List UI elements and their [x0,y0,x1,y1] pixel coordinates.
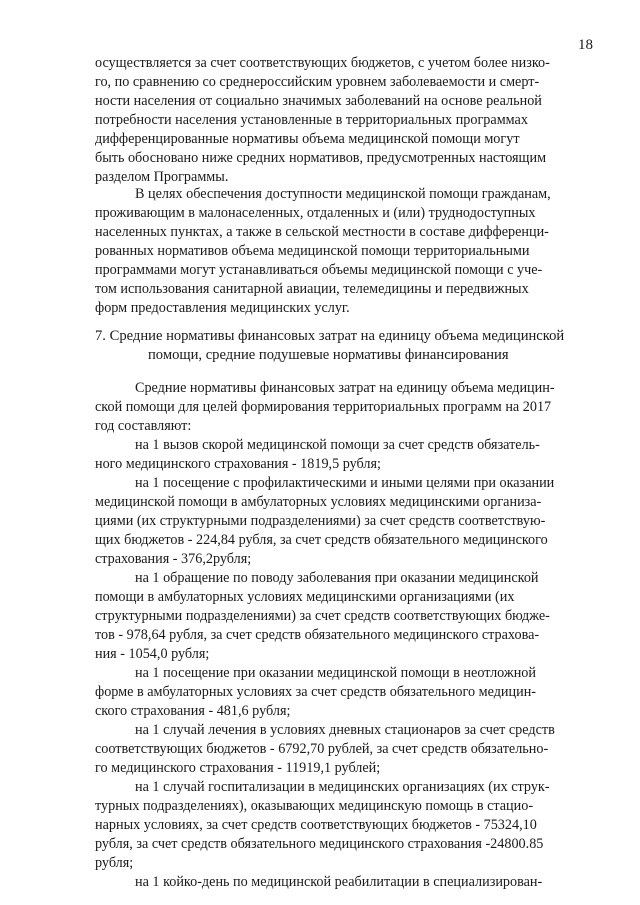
text-line: быть обосновано ниже средних нормативов, предусмотренных настоящим [95,150,547,166]
text-line: Средние нормативы финансовых затрат на единицу объема медицин- [135,380,555,396]
text-line: на 1 посещение с профилактическими и иными целями при оказании [135,475,555,491]
text-line: рубля, за счет средств обязательного медицинского страхования -24800.85 [95,836,544,852]
text-line: го, по сравнению со среднероссийским уровнем заболеваемости и смерт- [95,74,540,90]
text-line: турных подразделениях), оказывающих медицинскую помощь в стацио- [95,798,534,814]
text-line: проживающим в малонаселенных, отдаленных и (или) труднодоступных [95,205,536,221]
text-line: на 1 койко-день по медицинской реабилитации в специализирован- [135,874,543,890]
text-line: потребности населения установленные в территориальных программах [95,112,528,128]
text-line: В целях обеспечения доступности медицинской помощи гражданам, [135,186,551,202]
text-line: ного медицинского страхования - 1819,5 рубля; [95,456,381,472]
text-line: дифференцированные нормативы объема медицинской помощи могут [95,131,520,147]
text-line: на 1 вызов скорой медицинской помощи за счет средств обязатель- [135,437,540,453]
text-line: на 1 случай лечения в условиях дневных стационаров за счет средств [135,722,555,738]
text-line: тов - 978,64 рубля, за счет средств обязательного медицинского страхова- [95,627,540,643]
text-line: ской помощи для целей формирования территориальных программ на 2017 [95,399,552,415]
text-line: на 1 посещение при оказании медицинской помощи в неотложной [135,665,536,681]
text-line: программами могут устанавливаться объемы медицинской помощи с уче- [95,262,543,278]
heading-line: помощи, средние подушевые нормативы финансирования [148,347,509,363]
page-number: 18 [578,37,593,53]
text-line: разделом Программы. [95,169,229,185]
text-line: на 1 обращение по поводу заболевания при оказании медицинской [135,570,539,586]
text-line: циями (их структурными подразделениями) за счет средств соответствую- [95,513,546,529]
text-line: щих бюджетов - 224,84 рубля, за счет средств обязательного медицинского [95,532,548,548]
text-line: форме в амбулаторных условиях за счет средств обязательного медицин- [95,684,537,700]
text-line: на 1 случай госпитализации в медицинских организациях (их струк- [135,779,550,795]
text-line: структурными подразделениями) за счет средств соответствующих бюдже- [95,608,550,624]
text-line: рованных нормативов объема медицинской помощи территориальными [95,243,530,259]
text-line: страхования - 376,2рубля; [95,551,252,567]
text-line: рубля; [95,855,134,871]
heading-line: 7. Средние нормативы финансовых затрат на единицу объема медицинской [95,328,565,344]
text-line: помощи в амбулаторных условиях медицинскими организациями (их [95,589,515,605]
text-line: медицинской помощи в амбулаторных условиях медицинскими организа- [95,494,542,510]
text-line: ния - 1054,0 рубля; [95,646,210,662]
text-line: ского страхования - 481,6 рубля; [95,703,291,719]
text-line: том использования санитарной авиации, телемедицины и передвижных [95,281,529,297]
text-line: осуществляется за счет соответствующих бюджетов, с учетом более низко- [95,55,550,71]
text-line: ности населения от социально значимых заболеваний на основе реальной [95,93,542,109]
text-line: форм предоставления медицинских услуг. [95,300,350,316]
text-line: населенных пунктах, а также в сельской местности в составе дифференци- [95,224,549,240]
text-line: соответствующих бюджетов - 6792,70 рублей, за счет средств обязательно- [95,741,549,757]
text-line: год составляют: [95,418,192,434]
text-line: го медицинского страхования - 11919,1 рублей; [95,760,381,776]
text-line: нарных условиях, за счет средств соответствующих бюджетов - 75324,10 [95,817,537,833]
